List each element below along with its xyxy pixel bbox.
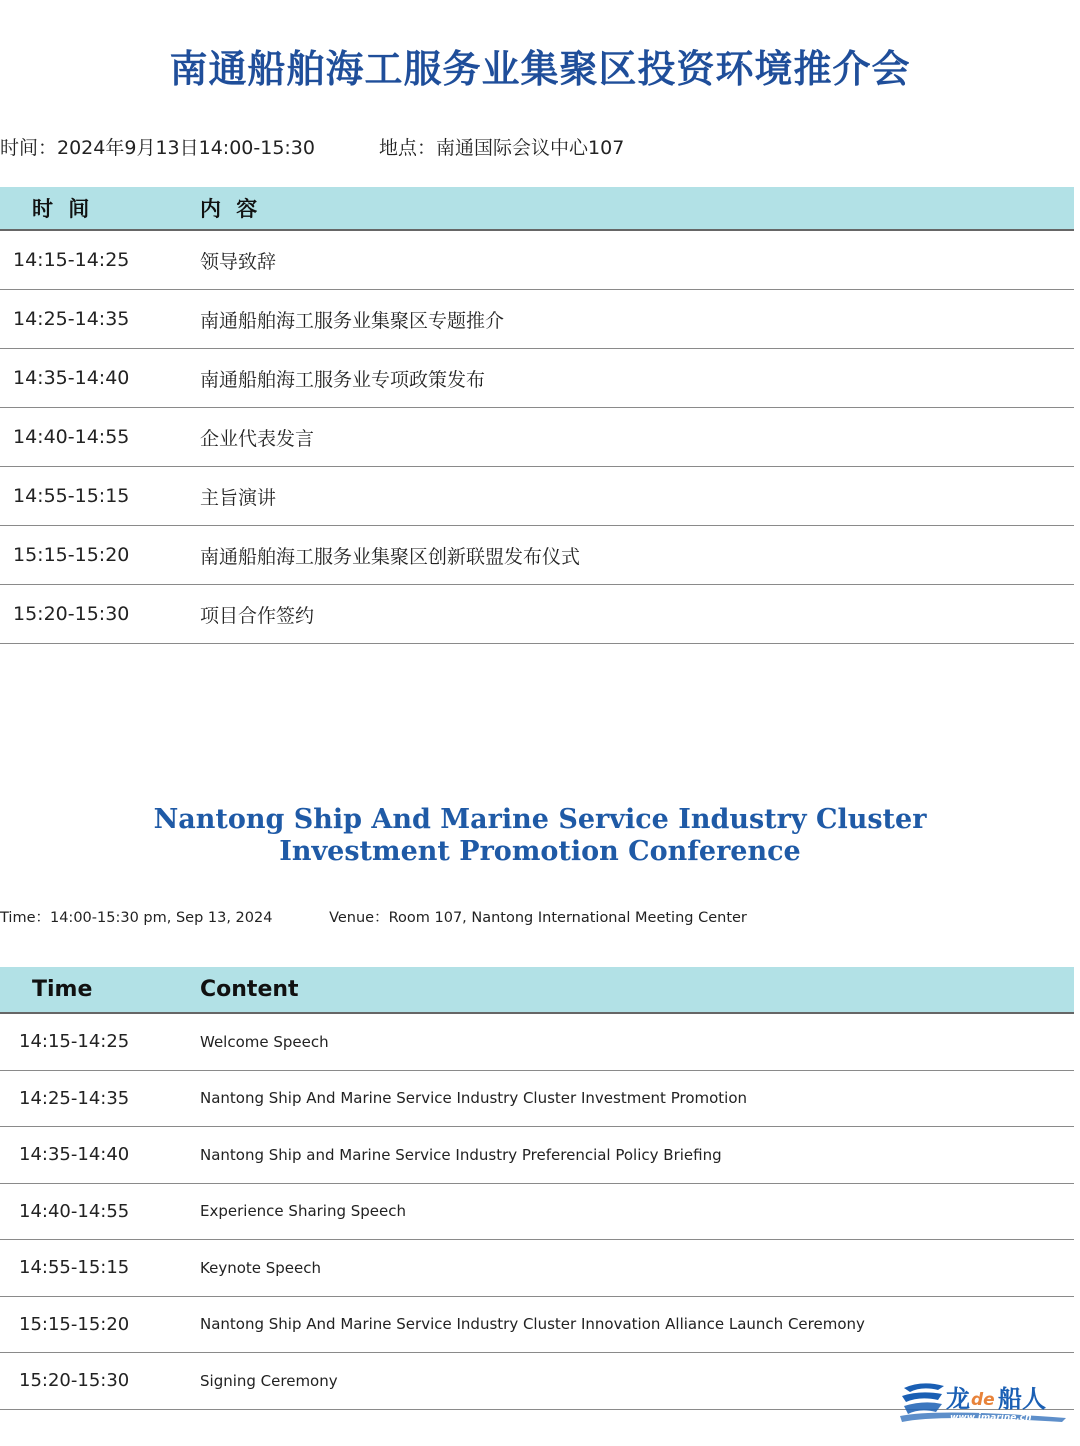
- table-row: [0, 230, 1074, 290]
- watermark-logo: [898, 1378, 1068, 1426]
- row-content: 南通船舶海工服务业集聚区专题推介: [200, 290, 1074, 349]
- table-row: [0, 349, 1074, 408]
- table-header-row: [0, 187, 1074, 230]
- header-time: 时 间: [0, 187, 200, 230]
- english-title-line1: Nantong Ship And Marine Service Industry Cluster: [153, 804, 927, 835]
- row-time: 14:55-15:15: [0, 467, 200, 526]
- english-event-info: [0, 906, 747, 927]
- english-time-label: Time：14:00-15:30 pm, Sep 13, 2024: [0, 910, 273, 926]
- chinese-time-label: 时间：2024年9月13日14:00-15:30: [0, 137, 315, 159]
- row-content: 企业代表发言: [200, 408, 1074, 467]
- row-time: 14:40-14:55: [0, 408, 200, 467]
- row-content: Experience Sharing Speech: [200, 1183, 1074, 1240]
- header-time: Time: [0, 967, 200, 1013]
- ship-logo-icon: [898, 1378, 1068, 1426]
- table-row: [0, 1240, 1074, 1297]
- header-content: Content: [200, 967, 1074, 1013]
- row-content: Keynote Speech: [200, 1240, 1074, 1297]
- row-content: Nantong Ship and Marine Service Industry Preferencial Policy Briefing: [200, 1127, 1074, 1184]
- row-time: 15:20-15:30: [0, 585, 200, 644]
- row-time: 15:15-15:20: [0, 526, 200, 585]
- row-time: 14:55-15:15: [0, 1240, 200, 1297]
- row-content: 南通船舶海工服务业专项政策发布: [200, 349, 1074, 408]
- row-time: 14:25-14:35: [0, 1070, 200, 1127]
- english-page-title: [0, 804, 1080, 868]
- table-row: [0, 585, 1074, 644]
- row-content: 项目合作签约: [200, 585, 1074, 644]
- row-content: Nantong Ship And Marine Service Industry Cluster Innovation Alliance Launch Ceremony: [200, 1296, 1074, 1353]
- chinese-event-info: [0, 133, 624, 160]
- row-content: 主旨演讲: [200, 467, 1074, 526]
- row-content: Signing Ceremony: [200, 1353, 1074, 1410]
- row-time: 14:40-14:55: [0, 1183, 200, 1240]
- table-row: [0, 1127, 1074, 1184]
- table-row: [0, 1070, 1074, 1127]
- english-title-line2: Investment Promotion Conference: [279, 836, 801, 867]
- row-time: 15:20-15:30: [0, 1353, 200, 1410]
- table-row: [0, 1183, 1074, 1240]
- table-row: [0, 1296, 1074, 1353]
- brand-url: www.imarine.cn: [950, 1413, 1032, 1423]
- row-content: Welcome Speech: [200, 1013, 1074, 1070]
- row-time: 15:15-15:20: [0, 1296, 200, 1353]
- chinese-page-title: 南通船舶海工服务业集聚区投资环境推介会: [169, 46, 911, 91]
- brand-part1: 龙: [946, 1385, 970, 1413]
- header-content: 内 容: [200, 187, 1074, 230]
- table-header-row: [0, 967, 1074, 1013]
- chinese-schedule-table: [0, 187, 1074, 644]
- brand-part3: 船人: [998, 1385, 1046, 1413]
- row-time: 14:25-14:35: [0, 290, 200, 349]
- row-time: 14:15-14:25: [0, 230, 200, 290]
- row-content: 南通船舶海工服务业集聚区创新联盟发布仪式: [200, 526, 1074, 585]
- table-row: [0, 408, 1074, 467]
- table-row: [0, 290, 1074, 349]
- english-schedule-table: [0, 967, 1074, 1410]
- table-row: [0, 1013, 1074, 1070]
- row-time: 14:35-14:40: [0, 349, 200, 408]
- chinese-venue-label: 地点：南通国际会议中心107: [379, 137, 625, 159]
- row-content: Nantong Ship And Marine Service Industry Cluster Investment Promotion: [200, 1070, 1074, 1127]
- english-venue-label: Venue：Room 107, Nantong International Meeting Center: [329, 910, 747, 926]
- table-row: [0, 467, 1074, 526]
- brand-part2: de: [971, 1390, 995, 1410]
- row-content: 领导致辞: [200, 230, 1074, 290]
- table-row: [0, 526, 1074, 585]
- row-time: 14:15-14:25: [0, 1013, 200, 1070]
- row-time: 14:35-14:40: [0, 1127, 200, 1184]
